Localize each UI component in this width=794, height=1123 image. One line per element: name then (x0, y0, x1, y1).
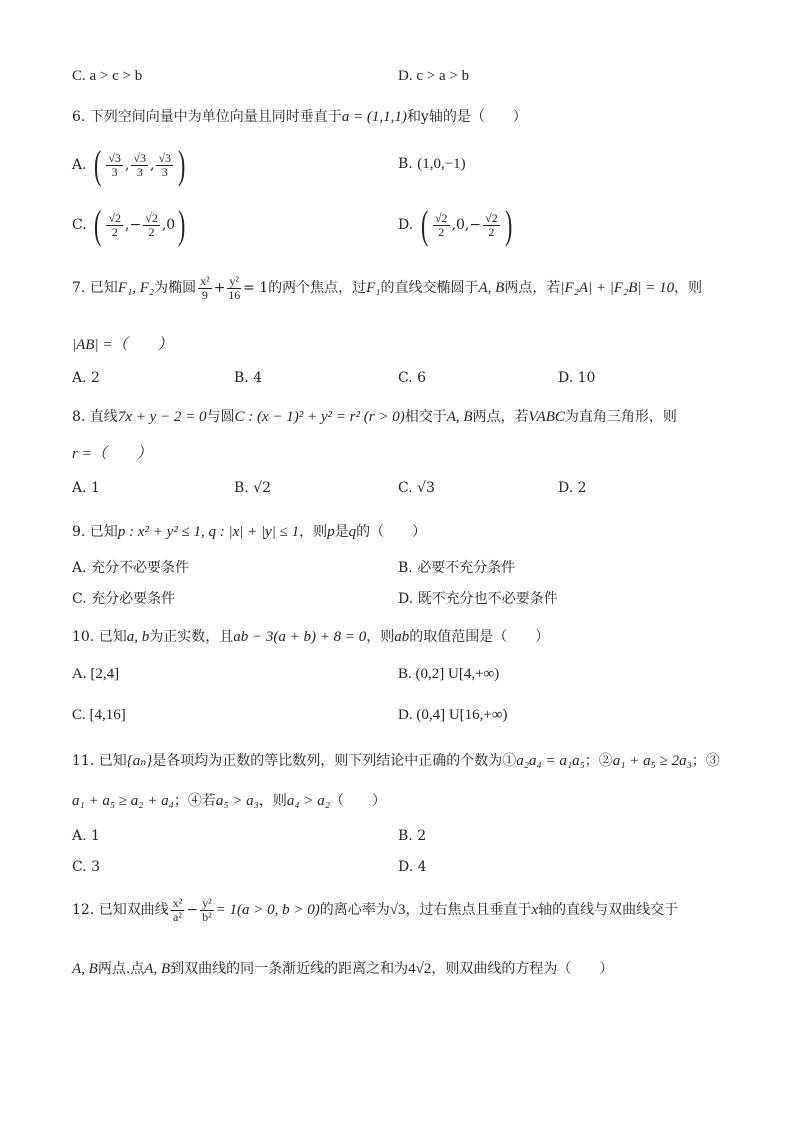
question-11-option-d: D. 4 (398, 859, 427, 875)
question-9-option-b: B. 必要不充分条件 (398, 560, 516, 576)
question-11-option-a: A. 1 (72, 828, 100, 844)
question-8-stem: 8. 直线7x + y − 2 = 0与圆C : (x − 1)² + y² = r² (r > 0)相交于A, B两点，若VABC为直角三角形，则 (72, 409, 677, 425)
question-11-option-b: B. 2 (398, 828, 427, 844)
question-10-option-b: B. (0,2] U[4,+∞) (398, 666, 500, 682)
question-8-option-a: A. 1 (72, 480, 100, 496)
question-12-line2: A, B两点.点A, B到双曲线的同一条渐近线的距离之和为4√2，则双曲线的方程为（ ） (72, 961, 614, 977)
question-8-line2: r =（ ） (72, 446, 152, 462)
question-6-option-c: C. ( $\frac{√2}{2}$ ,− $\frac{√2}{2}$ ,0) (72, 202, 186, 247)
question-10-option-c: C. [4,16] (72, 707, 126, 723)
question-9-option-d: D. 既不充分也不必要条件 (398, 591, 558, 607)
question-12-stem: 12. 已知双曲线 $\frac{\text{x²}}{\text{a²}}$ − $\frac{\text{y²}}{\text{b²}}$ = 1(a > 0, b > 0)的离心率为√3，过右焦点且垂直于x轴的直线与双曲线交于 (72, 896, 679, 924)
question-10-option-d: D. (0,4] U[16,+∞) (398, 707, 508, 723)
question-11-line2: a₁ + a₅ ≥ a₂ + a₄；④若a₅ > a₃，则a₄ > a₂（ ） (72, 793, 386, 809)
question-8-option-c: C. √3 (398, 480, 435, 496)
question-7-option-c: C. 6 (398, 370, 427, 386)
question-6-option-a: A. ( $\frac{√3}{3}$ , $\frac{√3}{3}$ , $\frac{√3}{3}$ ) (72, 142, 186, 187)
question-7-line2: |AB| =（ ） (72, 337, 173, 353)
question-8-option-b: B. √2 (234, 480, 272, 496)
question-10-option-a: A. [2,4] (72, 666, 120, 682)
question-7-stem: 7. 已知F₁, F₂为椭圆 $\frac{\text{x²}}{9}$ + $\frac{\text{y²}}{16}$ = 1的两个焦点，过F₁的直线交椭圆于A, B两点，若|F₂A| + |F₂B| = 10，则 (72, 274, 703, 302)
question-8-option-d: D. 2 (558, 480, 587, 496)
question-6-option-d: D. ( $\frac{√2}{2}$ ,0,− $\frac{√2}{2}$ ) (398, 202, 513, 247)
option-c-prev: C. a > c > b (72, 68, 143, 84)
question-9-stem: 9. 已知p : x² + y² ≤ 1, q : |x| + |y| ≤ 1，则p是q的（ ） (72, 524, 427, 540)
question-6-option-b: B. (1,0,−1) (398, 156, 466, 172)
question-9-option-a: A. 充分不必要条件 (72, 560, 190, 576)
question-7-option-d: D. 10 (558, 370, 596, 386)
question-9-option-c: C. 充分必要条件 (72, 591, 176, 607)
question-7-option-b: B. 4 (234, 370, 263, 386)
question-7-option-a: A. 2 (72, 370, 100, 386)
question-10-stem: 10. 已知a, b为正实数，且ab − 3(a + b) + 8 = 0，则ab的取值范围是（ ） (72, 629, 550, 645)
question-6-stem: 6. 下列空间向量中为单位向量且同时垂直于a = (1,1,1)和y轴的是（ ） (72, 109, 527, 125)
question-11-stem: 11. 已知{aₙ}是各项均为正数的等比数列，则下列结论中正确的个数为①a₂a₄ = a₁a₅；②a₁ + a₅ ≥ 2a₃；③ (72, 753, 720, 769)
option-d-prev: D. c > a > b (398, 68, 470, 84)
question-11-option-c: C. 3 (72, 859, 101, 875)
